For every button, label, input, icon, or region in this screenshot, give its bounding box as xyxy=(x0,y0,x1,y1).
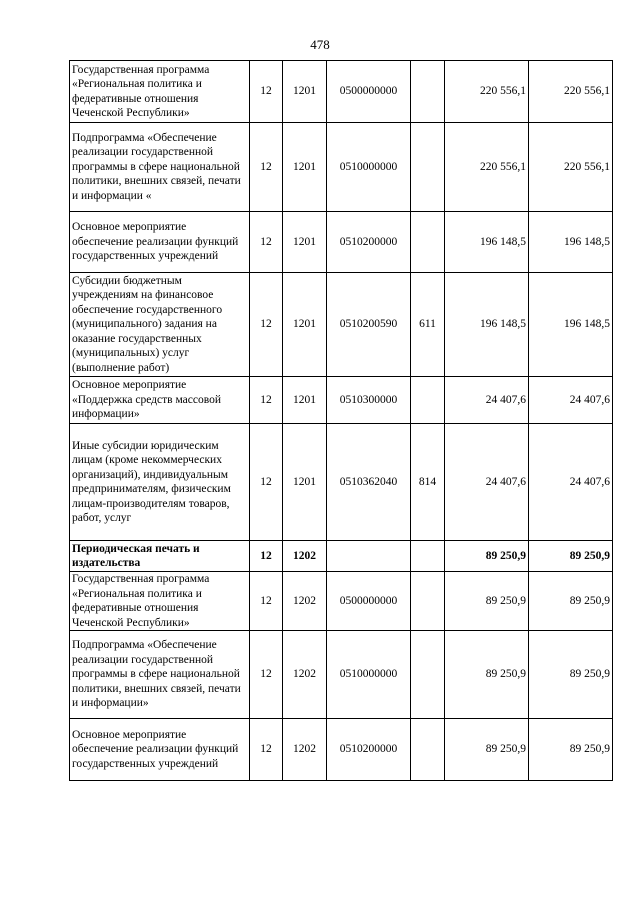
subsection-code-cell: 1202 xyxy=(283,572,327,631)
amount-cell-2: 89 250,9 xyxy=(529,719,613,781)
page-number: 478 xyxy=(310,37,330,52)
amount-cell-1: 89 250,9 xyxy=(445,631,529,719)
subsection-code-cell: 1201 xyxy=(283,424,327,541)
section-code-cell: 12 xyxy=(250,273,283,377)
target-article-cell: 0510300000 xyxy=(327,377,411,424)
row-name-cell: Основное мероприятие «Поддержка средств массовой информации» xyxy=(70,377,250,424)
subsection-code-cell: 1201 xyxy=(283,273,327,377)
expense-type-cell: 611 xyxy=(411,273,445,377)
amount-cell-2: 220 556,1 xyxy=(529,123,613,212)
target-article-cell: 0510200000 xyxy=(327,212,411,273)
table-row xyxy=(70,572,613,631)
target-article-cell: 0510000000 xyxy=(327,631,411,719)
target-article-cell: 0510000000 xyxy=(327,123,411,212)
table-row xyxy=(70,631,613,719)
row-name-cell: Государственная программа «Региональная политика и федеративные отношения Чеченской Республики» xyxy=(70,61,250,123)
amount-cell-2: 196 148,5 xyxy=(529,212,613,273)
expense-type-cell xyxy=(411,61,445,123)
table-row xyxy=(70,212,613,273)
row-name-cell: Государственная программа «Региональная политика и федеративные отношения Чеченской Республики» xyxy=(70,572,250,631)
target-article-cell: 0500000000 xyxy=(327,61,411,123)
expense-type-cell xyxy=(411,572,445,631)
amount-cell-1: 220 556,1 xyxy=(445,123,529,212)
amount-cell-2: 220 556,1 xyxy=(529,61,613,123)
amount-cell-2: 24 407,6 xyxy=(529,377,613,424)
amount-cell-1: 89 250,9 xyxy=(445,541,529,572)
amount-cell-2: 89 250,9 xyxy=(529,631,613,719)
row-name-cell: Субсидии бюджетным учреждениям на финансовое обеспечение государственного (муниципального) задания на оказание государственных (муниципальных) услуг (выполнение работ) xyxy=(70,273,250,377)
subsection-code-cell: 1201 xyxy=(283,377,327,424)
amount-cell-2: 89 250,9 xyxy=(529,541,613,572)
expense-type-cell xyxy=(411,377,445,424)
expense-type-cell xyxy=(411,719,445,781)
target-article-cell xyxy=(327,541,411,572)
subsection-code-cell: 1202 xyxy=(283,719,327,781)
expense-type-cell xyxy=(411,541,445,572)
target-article-cell: 0510200590 xyxy=(327,273,411,377)
table-row xyxy=(70,377,613,424)
table-row xyxy=(70,273,613,377)
section-code-cell: 12 xyxy=(250,212,283,273)
amount-cell-2: 24 407,6 xyxy=(529,424,613,541)
budget-table-body xyxy=(70,61,613,781)
amount-cell-2: 89 250,9 xyxy=(529,572,613,631)
expense-type-cell: 814 xyxy=(411,424,445,541)
amount-cell-1: 24 407,6 xyxy=(445,377,529,424)
amount-cell-1: 196 148,5 xyxy=(445,212,529,273)
row-name-cell: Периодическая печать и издательства xyxy=(70,541,250,572)
row-name-cell: Иные субсидии юридическим лицам (кроме некоммерческих организаций), индивидуальным предпринимателям, физическим лицам-производителям товаров, работ, услуг xyxy=(70,424,250,541)
table-row xyxy=(70,719,613,781)
expense-type-cell xyxy=(411,212,445,273)
table-row xyxy=(70,424,613,541)
expense-type-cell xyxy=(411,631,445,719)
row-name-cell: Подпрограмма «Обеспечение реализации государственной программы в сфере национальной политики, внешних связей, печати и информации» xyxy=(70,631,250,719)
table-row xyxy=(70,61,613,123)
subsection-code-cell: 1201 xyxy=(283,123,327,212)
section-code-cell: 12 xyxy=(250,123,283,212)
section-code-cell: 12 xyxy=(250,572,283,631)
amount-cell-1: 24 407,6 xyxy=(445,424,529,541)
amount-cell-1: 220 556,1 xyxy=(445,61,529,123)
row-name-cell: Основное мероприятие обеспечение реализации функций государственных учреждений xyxy=(70,719,250,781)
subsection-code-cell: 1202 xyxy=(283,631,327,719)
section-code-cell: 12 xyxy=(250,541,283,572)
expense-type-cell xyxy=(411,123,445,212)
target-article-cell: 0500000000 xyxy=(327,572,411,631)
row-name-cell: Подпрограмма «Обеспечение реализации государственной программы в сфере национальной политики, внешних связей, печати и информации « xyxy=(70,123,250,212)
section-code-cell: 12 xyxy=(250,424,283,541)
section-code-cell: 12 xyxy=(250,719,283,781)
target-article-cell: 0510200000 xyxy=(327,719,411,781)
row-name-cell: Основное мероприятие обеспечение реализации функций государственных учреждений xyxy=(70,212,250,273)
subsection-code-cell: 1202 xyxy=(283,541,327,572)
section-code-cell: 12 xyxy=(250,377,283,424)
budget-table xyxy=(69,60,613,781)
amount-cell-1: 89 250,9 xyxy=(445,572,529,631)
subsection-code-cell: 1201 xyxy=(283,212,327,273)
subsection-code-cell: 1201 xyxy=(283,61,327,123)
amount-cell-1: 89 250,9 xyxy=(445,719,529,781)
target-article-cell: 0510362040 xyxy=(327,424,411,541)
section-code-cell: 12 xyxy=(250,61,283,123)
table-row xyxy=(70,541,613,572)
table-row xyxy=(70,123,613,212)
section-code-cell: 12 xyxy=(250,631,283,719)
amount-cell-1: 196 148,5 xyxy=(445,273,529,377)
amount-cell-2: 196 148,5 xyxy=(529,273,613,377)
